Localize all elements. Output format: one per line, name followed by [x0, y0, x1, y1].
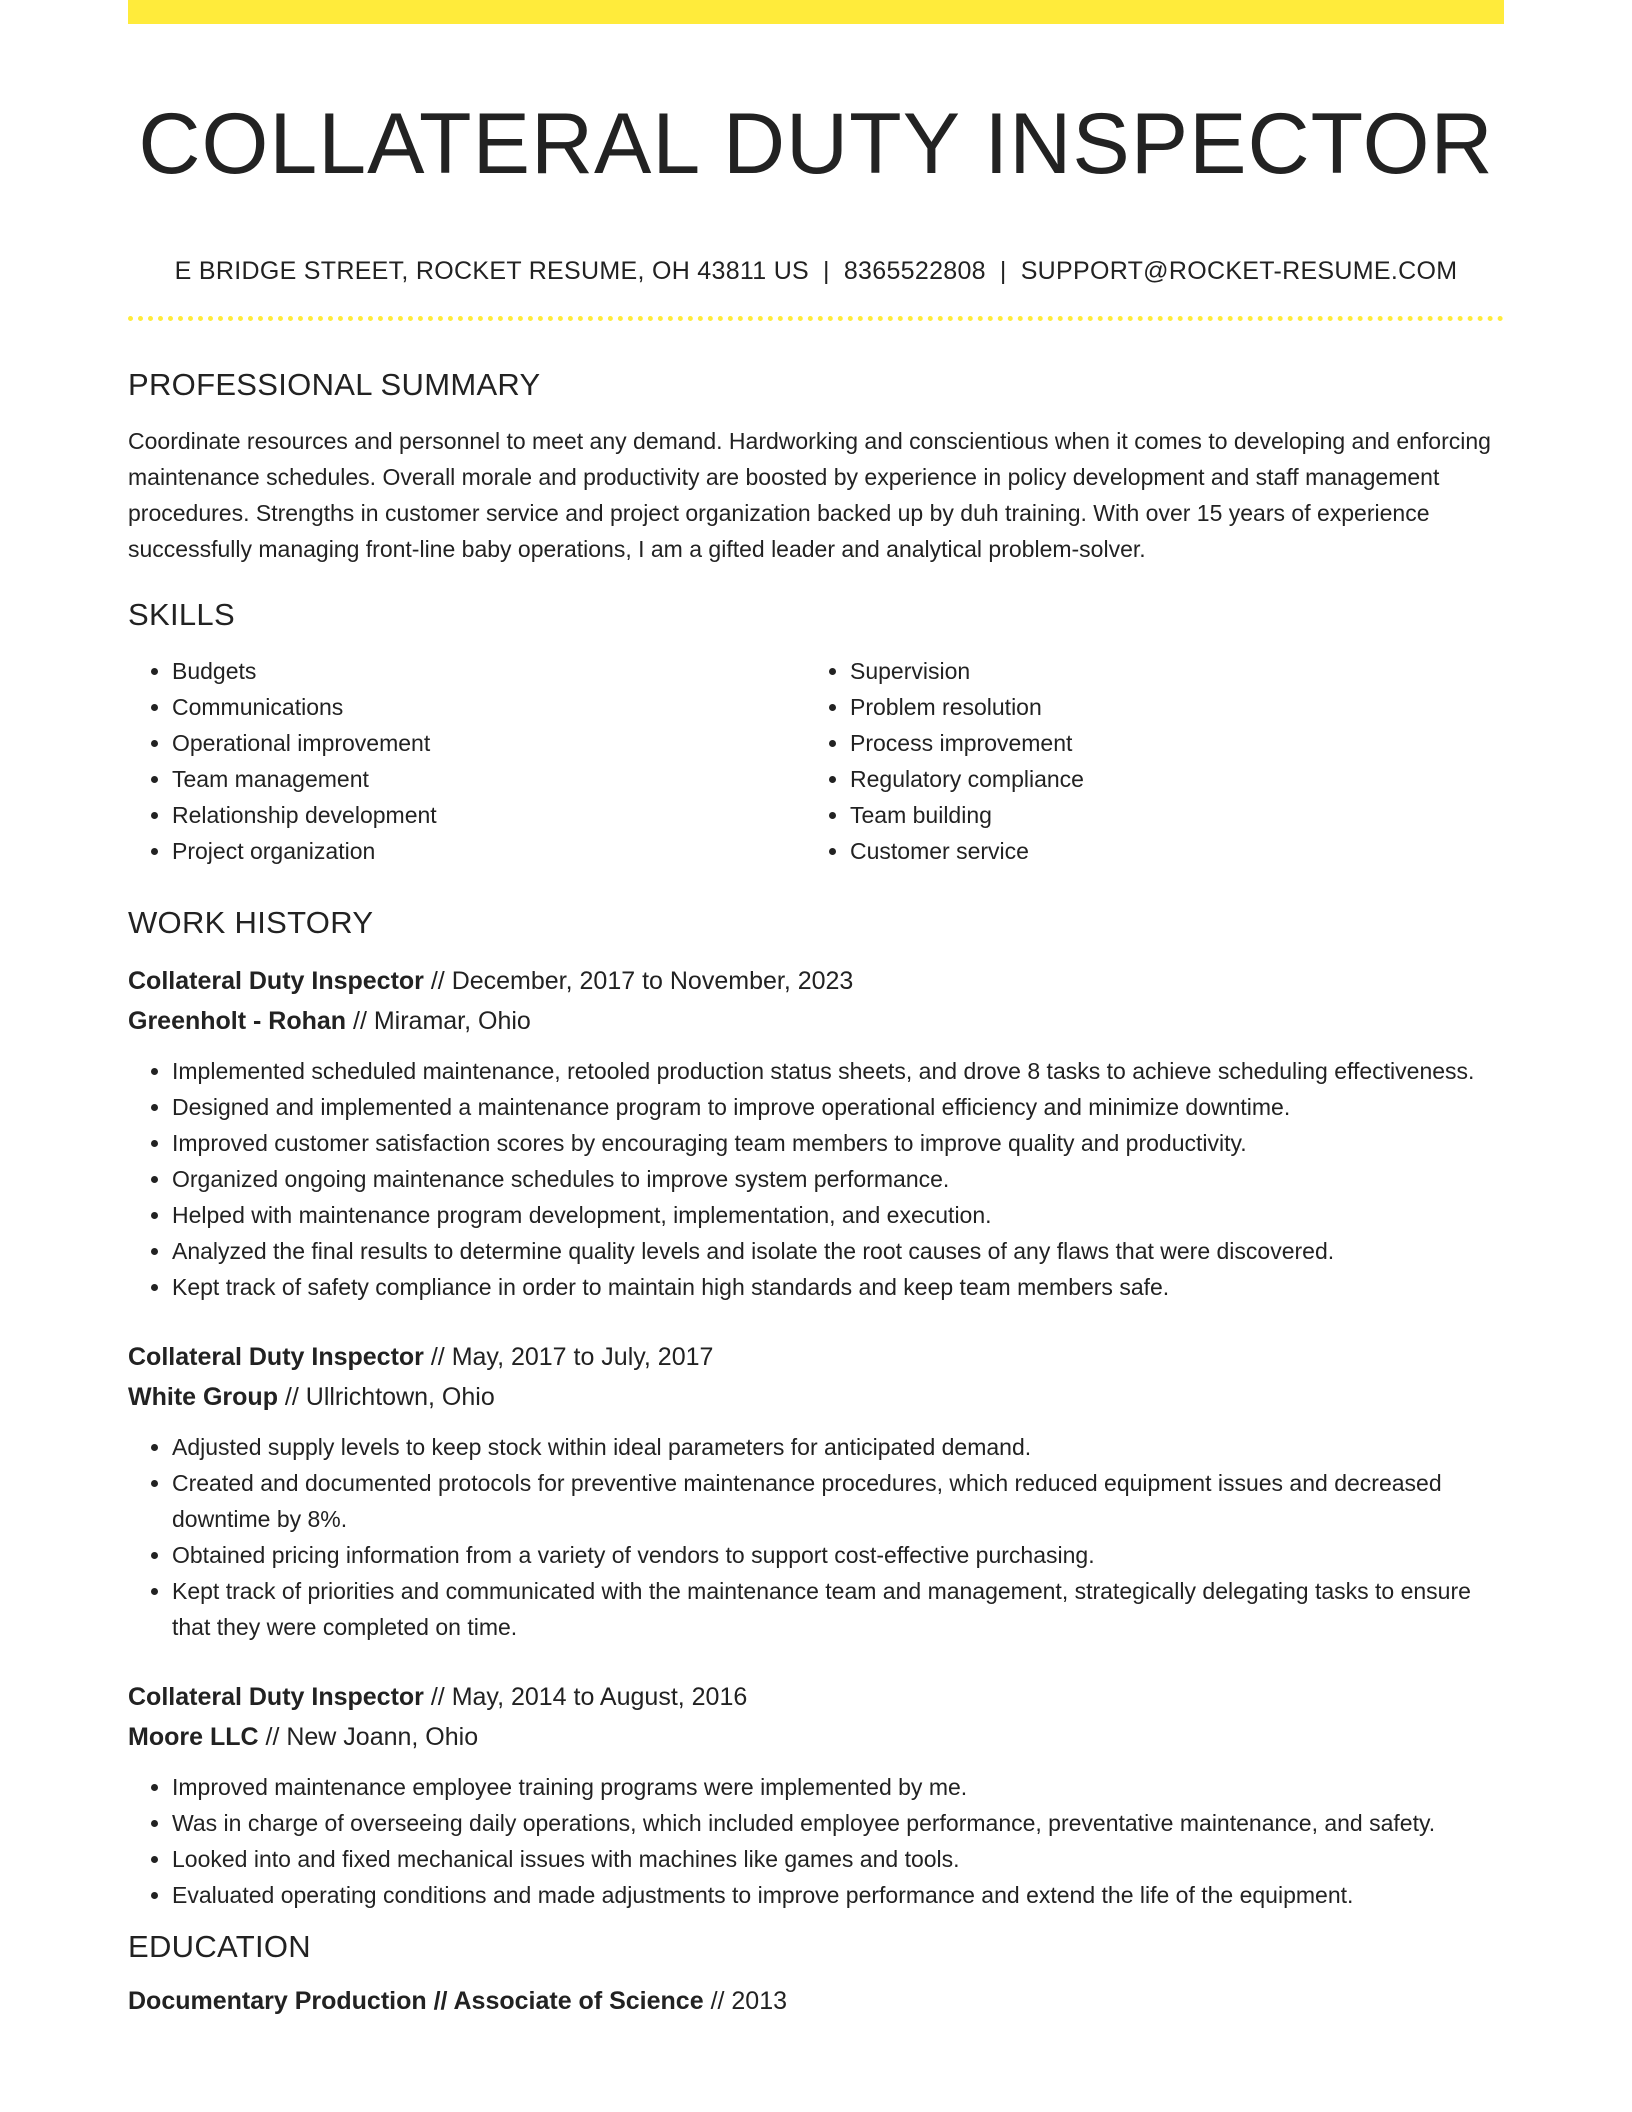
job-entry	[128, 1677, 1504, 1913]
job-company-line	[128, 1377, 1504, 1417]
skill-item: • Operational improvement	[172, 725, 806, 761]
job-role: Collateral Duty Inspector	[128, 1343, 424, 1371]
skill-item: • Budgets	[172, 653, 806, 689]
education-entry	[128, 1981, 1504, 2021]
skills-column-right	[806, 653, 1484, 869]
job-bullet: • Analyzed the final results to determine quality levels and isolate the root causes of any flaws that were discovered.	[172, 1233, 1504, 1269]
skills-heading: SKILLS	[128, 597, 235, 632]
education-degree: Documentary Production // Associate of Science	[128, 1987, 704, 2015]
resume-page	[128, 0, 1504, 2021]
job-title-line	[128, 1337, 1504, 1377]
job-bullet: • Obtained pricing information from a variety of vendors to support cost-effective purchasing.	[172, 1537, 1504, 1573]
job-bullet: • Designed and implemented a maintenance program to improve operational efficiency and minimize downtime.	[172, 1089, 1504, 1125]
job-bullets	[128, 1429, 1504, 1645]
contact-separator: |	[999, 257, 1007, 285]
skills-column-left	[128, 653, 806, 869]
skill-item: • Relationship development	[172, 797, 806, 833]
skills-list	[128, 653, 1504, 869]
contact-line	[128, 255, 1504, 287]
contact-separator: |	[823, 257, 830, 285]
job-company-line	[128, 1717, 1504, 1757]
education-heading: EDUCATION	[128, 1929, 311, 1964]
job-dates: // May, 2014 to August, 2016	[423, 1683, 748, 1711]
job-bullet: • Adjusted supply levels to keep stock within ideal parameters for anticipated demand.	[172, 1429, 1504, 1465]
job-bullets	[128, 1053, 1504, 1305]
job-title-line	[128, 961, 1504, 1001]
skill-item: • Team management	[172, 761, 806, 797]
job-bullet: • Implemented scheduled maintenance, retooled production status sheets, and drove 8 tasks to achieve scheduling effectiveness.	[172, 1053, 1504, 1089]
education-year: // 2013	[703, 1987, 788, 2015]
contact-email: SUPPORT@ROCKET-RESUME.COM	[1020, 257, 1458, 285]
work-history-heading: WORK HISTORY	[128, 905, 374, 940]
job-bullet: • Kept track of safety compliance in order to maintain high standards and keep team members safe.	[172, 1269, 1504, 1305]
job-bullet: • Organized ongoing maintenance schedules to improve system performance.	[172, 1161, 1504, 1197]
dotted-divider	[128, 316, 1504, 321]
job-company: Moore LLC	[128, 1723, 259, 1751]
job-title-line	[128, 1677, 1504, 1717]
skill-item: • Regulatory compliance	[850, 761, 1484, 797]
job-bullets	[128, 1769, 1504, 1913]
job-company: Greenholt - Rohan	[128, 1007, 347, 1035]
job-dates: // December, 2017 to November, 2023	[423, 967, 854, 995]
job-bullet: • Improved customer satisfaction scores by encouraging team members to improve quality and productivity.	[172, 1125, 1504, 1161]
resume-name: COLLATERAL DUTY INSPECTOR	[138, 96, 1494, 192]
job-bullet: • Created and documented protocols for preventive maintenance procedures, which reduced equipment issues and decreased downtime by 8%.	[172, 1465, 1504, 1537]
job-location: // New Joann, Ohio	[258, 1723, 479, 1751]
skill-item: • Communications	[172, 689, 806, 725]
job-location: // Ullrichtown, Ohio	[277, 1383, 495, 1411]
accent-bar	[128, 0, 1504, 24]
job-company: White Group	[128, 1383, 278, 1411]
job-bullet: • Helped with maintenance program development, implementation, and execution.	[172, 1197, 1504, 1233]
contact-phone: 8365522808	[843, 257, 986, 285]
contact-address: E BRIDGE STREET, ROCKET RESUME, OH 43811 US	[174, 257, 810, 285]
job-entry	[128, 1337, 1504, 1645]
job-bullet: • Was in charge of overseeing daily operations, which included employee performance, preventative maintenance, and safety.	[172, 1805, 1504, 1841]
job-role: Collateral Duty Inspector	[128, 1683, 424, 1711]
skill-item: • Problem resolution	[850, 689, 1484, 725]
job-entry	[128, 961, 1504, 1305]
job-company-line	[128, 1001, 1504, 1041]
job-bullet: • Evaluated operating conditions and made adjustments to improve performance and extend the life of the equipment.	[172, 1877, 1504, 1913]
skill-item: • Supervision	[850, 653, 1484, 689]
skill-item: • Process improvement	[850, 725, 1484, 761]
job-bullet: • Improved maintenance employee training programs were implemented by me.	[172, 1769, 1504, 1805]
job-bullet: • Looked into and fixed mechanical issues with machines like games and tools.	[172, 1841, 1504, 1877]
skill-item: • Team building	[850, 797, 1484, 833]
job-dates: // May, 2017 to July, 2017	[423, 1343, 714, 1371]
job-location: // Miramar, Ohio	[346, 1007, 531, 1035]
skill-item: • Customer service	[850, 833, 1484, 869]
job-role: Collateral Duty Inspector	[128, 967, 424, 995]
summary-heading: PROFESSIONAL SUMMARY	[128, 367, 541, 402]
skill-item: • Project organization	[172, 833, 806, 869]
job-bullet: • Kept track of priorities and communicated with the maintenance team and management, strategically delegating tasks to ensure that they were completed on time.	[172, 1573, 1504, 1645]
summary-text: Coordinate resources and personnel to meet any demand. Hardworking and conscientious when it comes to developing and enforcing maintenance schedules. Overall morale and productivity are boosted by experience in policy development and staff management procedures. Strengths in customer service and project organization backed up by duh training. With over 15 years of experience successfully managing front-line baby operations, I am a gifted leader and analytical problem-solver.	[128, 428, 1491, 562]
